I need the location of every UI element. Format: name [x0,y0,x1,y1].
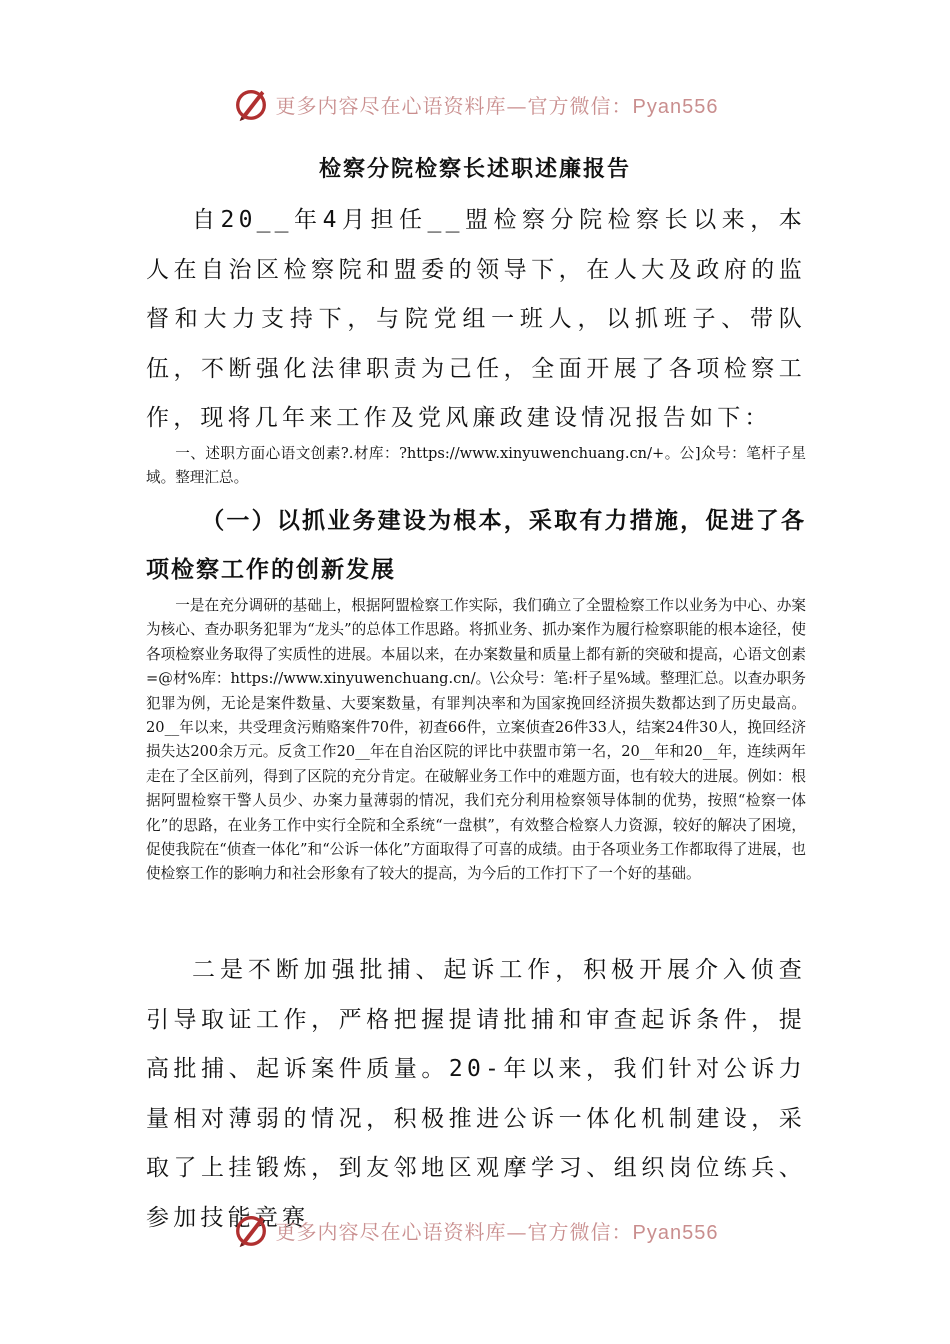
watermark-main-text: 更多内容尽在心语资料库—官方微信： [275,1219,633,1244]
pen-on-circle-logo-icon [232,85,270,123]
intro-paragraph: 自20__年4月担任__盟检察分院检察长以来，本人在自治区检察院和盟委的领导下，在人大及政府的监督和大力支持下，与院党组一班人，以抓班子、带队伍，不断强化法律职责为己任，全面开展了各项检察工作，现将几年来工作及党风廉政建设情况报告如下： [146,207,806,431]
body-paragraph-2: 二是不断加强批捕、起诉工作，积极开展介入侦查引导取证工作，严格把握提请批捕和审查起诉条件，提高批捕、起诉案件质量。20-年以来，我们针对公诉力量相对薄弱的情况，积极推进公诉一体化机制建设，采取了上挂锻炼，到友邻地区观摩学习、组织岗位练兵、参加技能竞赛 [146,957,806,1231]
footer-watermark-banner [0,1208,950,1252]
watermark-text [276,90,719,119]
pen-on-circle-logo-icon [232,1211,270,1249]
watermark-wechat-id: Pyan556 [632,1221,719,1244]
section-heading-1: （一）以抓业务建设为根本，采取有力措施，促进了各项检察工作的创新发展 [146,508,806,583]
section-label: 一、述职方面心语文创素?.材库：?https://www.xinyuwenchuang.cn/+。公]众号：笔杆子星域。整理汇总。 [146,445,806,487]
document-title: 检察分院检察长述职述廉报告 [318,157,631,182]
watermark-text [276,1216,719,1245]
body-paragraph-1: 一是在充分调研的基础上，根据阿盟检察工作实际，我们确立了全盟检察工作以业务为中心、办案为核心、查办职务犯罪为“龙头”的总体工作思路。将抓业务、抓办案作为履行检察职能的根本途径，使各项检察业务取得了实质性的进展。本届以来，在办案数量和质量上都有新的突破和提高，心语文创素=@材%库：https://www.xinyuwenchuang.cn/。\公众号：笔:杆子星%域。整理汇总。以查办职务犯罪为例，无论是案件数量、大要案数量，有罪判决率和为国家挽回经济损失数都达到了历史最高。20__年以来，共受理贪污贿赂案件70件，初查66件，立案侦查26件33人，结案24件30人，挽回经济损失达200余万元。反贪工作20__年在自治区院的评比中获盟市第一名，20__年和20__年，连续两年走在了全区前列，得到了区院的充分肯定。在破解业务工作中的难题方面，也有较大的进展。例如：根据阿盟检察干警人员少、办案力量薄弱的情况，我们充分利用检察领导体制的优势，按照“检察一体化”的思路，在业务工作中实行全院和全系统“一盘棋”，有效整合检察人力资源，较好的解决了困境，促使我院在“侦查一体化”和“公诉一体化”方面取得了可喜的成绩。由于各项业务工作都取得了进展，也使检察工作的影响力和社会形象有了较大的提高，为今后的工作打下了一个好的基础。 [146,597,806,883]
watermark-wechat-id: Pyan556 [632,95,719,118]
watermark-main-text: 更多内容尽在心语资料库—官方微信： [275,93,633,118]
header-watermark-banner [0,82,950,126]
